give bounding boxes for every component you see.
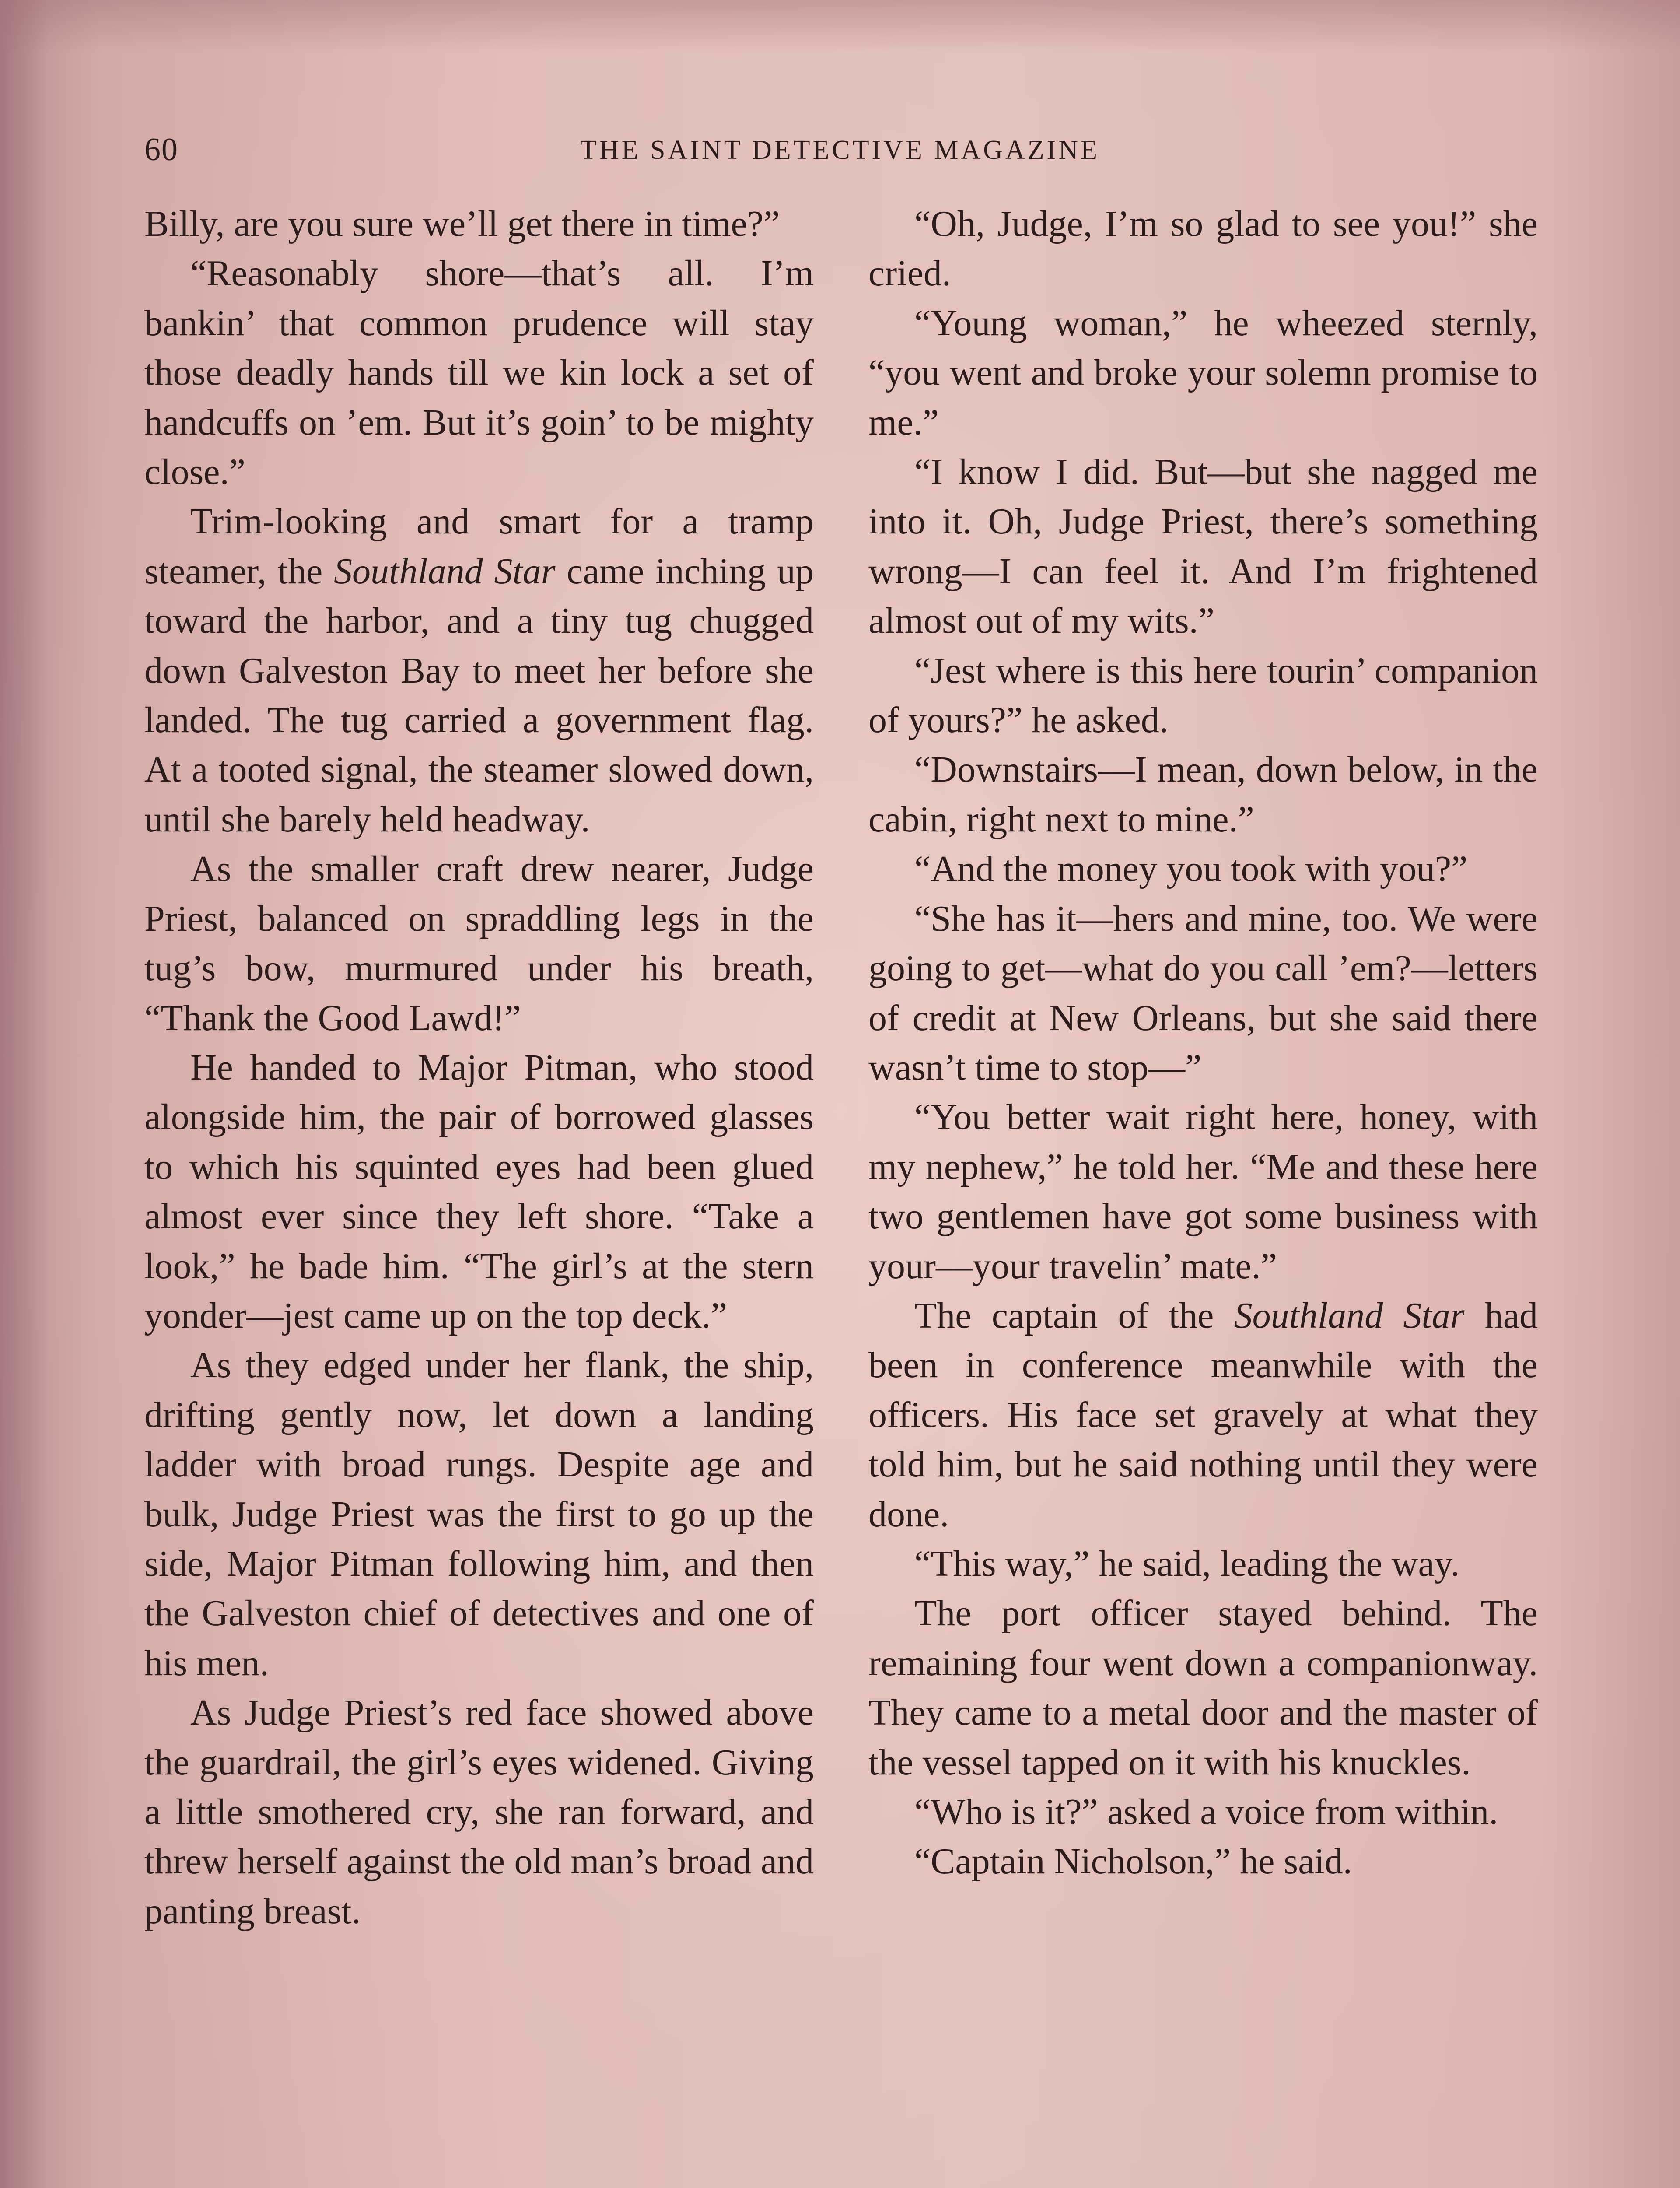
- paragraph-text: He handed to Major Pitman, who stood alongside him, the pair of borrowed glasses to which his squinted eyes had been glued almost ever since they left shore. “Take a look,” he bade him. “The girl’s at the stern yonder—jest came up on the top deck.”: [144, 1047, 814, 1336]
- paragraph-text: “Downstairs—I mean, down below, in the cabin, right next to mine.”: [868, 749, 1538, 840]
- paragraph: [868, 298, 1538, 447]
- paragraph: [868, 1291, 1538, 1539]
- paragraph-text: had been in conference meanwhile with the officers. His face set gravely at what they told him, but he said nothing until they were done.: [868, 1295, 1538, 1535]
- paragraph: [868, 1837, 1538, 1886]
- paragraph-text: Trim-looking and smart for a tramp steamer, the: [144, 501, 814, 592]
- page-number: 60: [144, 132, 178, 168]
- paragraph: [144, 844, 814, 1043]
- paragraph-text: “She has it—hers and mine, too. We were going to get—what do you call ’em?—letters of credit at New Orleans, but she said there wasn’t time to stop—”: [868, 898, 1538, 1088]
- paragraph-text: “You better wait right here, honey, with my nephew,” he told her. “Me and these here two gentlemen have got some business with your—your travelin’ mate.”: [868, 1097, 1538, 1287]
- paragraph: [144, 249, 814, 497]
- paragraph: [144, 199, 814, 249]
- page-shadow-left: [0, 0, 48, 2188]
- paragraph-text: “Captain Nicholson,” he said.: [914, 1841, 1352, 1882]
- paragraph-text: “Young woman,” he wheezed sternly, “you went and broke your solemn promise to me.”: [868, 302, 1538, 443]
- paragraph-text: “Who is it?” asked a voice from within.: [914, 1792, 1498, 1832]
- paragraph: [868, 1588, 1538, 1787]
- magazine-title: THE SAINT DETECTIVE MAGAZINE: [580, 135, 1100, 165]
- paragraph: [868, 447, 1538, 646]
- paragraph-text: “This way,” he said, leading the way.: [914, 1543, 1460, 1584]
- paragraph-text: The port officer stayed behind. The remaining four went down a companionway. They came to a metal door and the master of the vessel tapped on it with his knuckles.: [868, 1593, 1538, 1783]
- paragraph: [868, 745, 1538, 844]
- right-text-column: [868, 199, 1538, 1886]
- paragraph: [868, 1539, 1538, 1588]
- paragraph: [144, 1688, 814, 1936]
- paragraph-text: “And the money you took with you?”: [914, 849, 1468, 890]
- paragraph-text: came inching up toward the harbor, and a tiny tug chugged down Galveston Bay to meet her before she landed. The tug carried a government flag. At a tooted signal, the steamer slowed down, until she barely held headway.: [144, 551, 814, 840]
- paragraph-text: Billy, are you sure we’ll get there in time?”: [144, 203, 780, 244]
- paragraph-text: “Oh, Judge, I’m so glad to see you!” she cried.: [868, 203, 1538, 294]
- paragraph: [868, 646, 1538, 745]
- paragraph-text: As the smaller craft drew nearer, Judge Priest, balanced on spraddling legs in the tug’s bow, murmured under his breath, “Thank the Good Lawd!”: [144, 849, 814, 1038]
- paragraph: [144, 1043, 814, 1340]
- paragraph-text: “Jest where is this here tourin’ companion of yours?” he asked.: [868, 650, 1538, 741]
- paragraph-text: As they edged under her flank, the ship, drifting gently now, let down a landing ladder with broad rungs. Despite age and bulk, Judge Priest was the first to go up the side, Major Pitman following him, and then the Galveston chief of detectives and one of his men.: [144, 1345, 814, 1683]
- paragraph-text: “Reasonably shore—that’s all. I’m bankin’ that common prudence will stay those deadly hands till we kin lock a set of handcuffs on ’em. But it’s goin’ to be mighty close.”: [144, 253, 814, 493]
- paragraph-text: The captain of the: [914, 1295, 1234, 1336]
- paragraph: [868, 1092, 1538, 1291]
- ship-name-italic: Southland Star: [334, 551, 556, 592]
- paragraph: [868, 199, 1538, 298]
- paragraph: [868, 844, 1538, 894]
- paragraph: [144, 497, 814, 844]
- ship-name-italic: Southland Star: [1234, 1295, 1465, 1336]
- running-head: [144, 131, 1536, 175]
- paragraph-text: “I know I did. But—but she nagged me into it. Oh, Judge Priest, there’s something wrong—I can feel it. And I’m frightened almost out of my wits.”: [868, 452, 1538, 642]
- paragraph-text: As Judge Priest’s red face showed above the guardrail, the girl’s eyes widened. Giving a little smothered cry, she ran forward, and threw herself against the old man’s broad and panting breast.: [144, 1692, 814, 1932]
- page-shadow-top: [0, 0, 1680, 53]
- paragraph: [868, 1787, 1538, 1837]
- left-text-column: [144, 199, 814, 1936]
- paragraph: [868, 894, 1538, 1093]
- paragraph: [144, 1340, 814, 1688]
